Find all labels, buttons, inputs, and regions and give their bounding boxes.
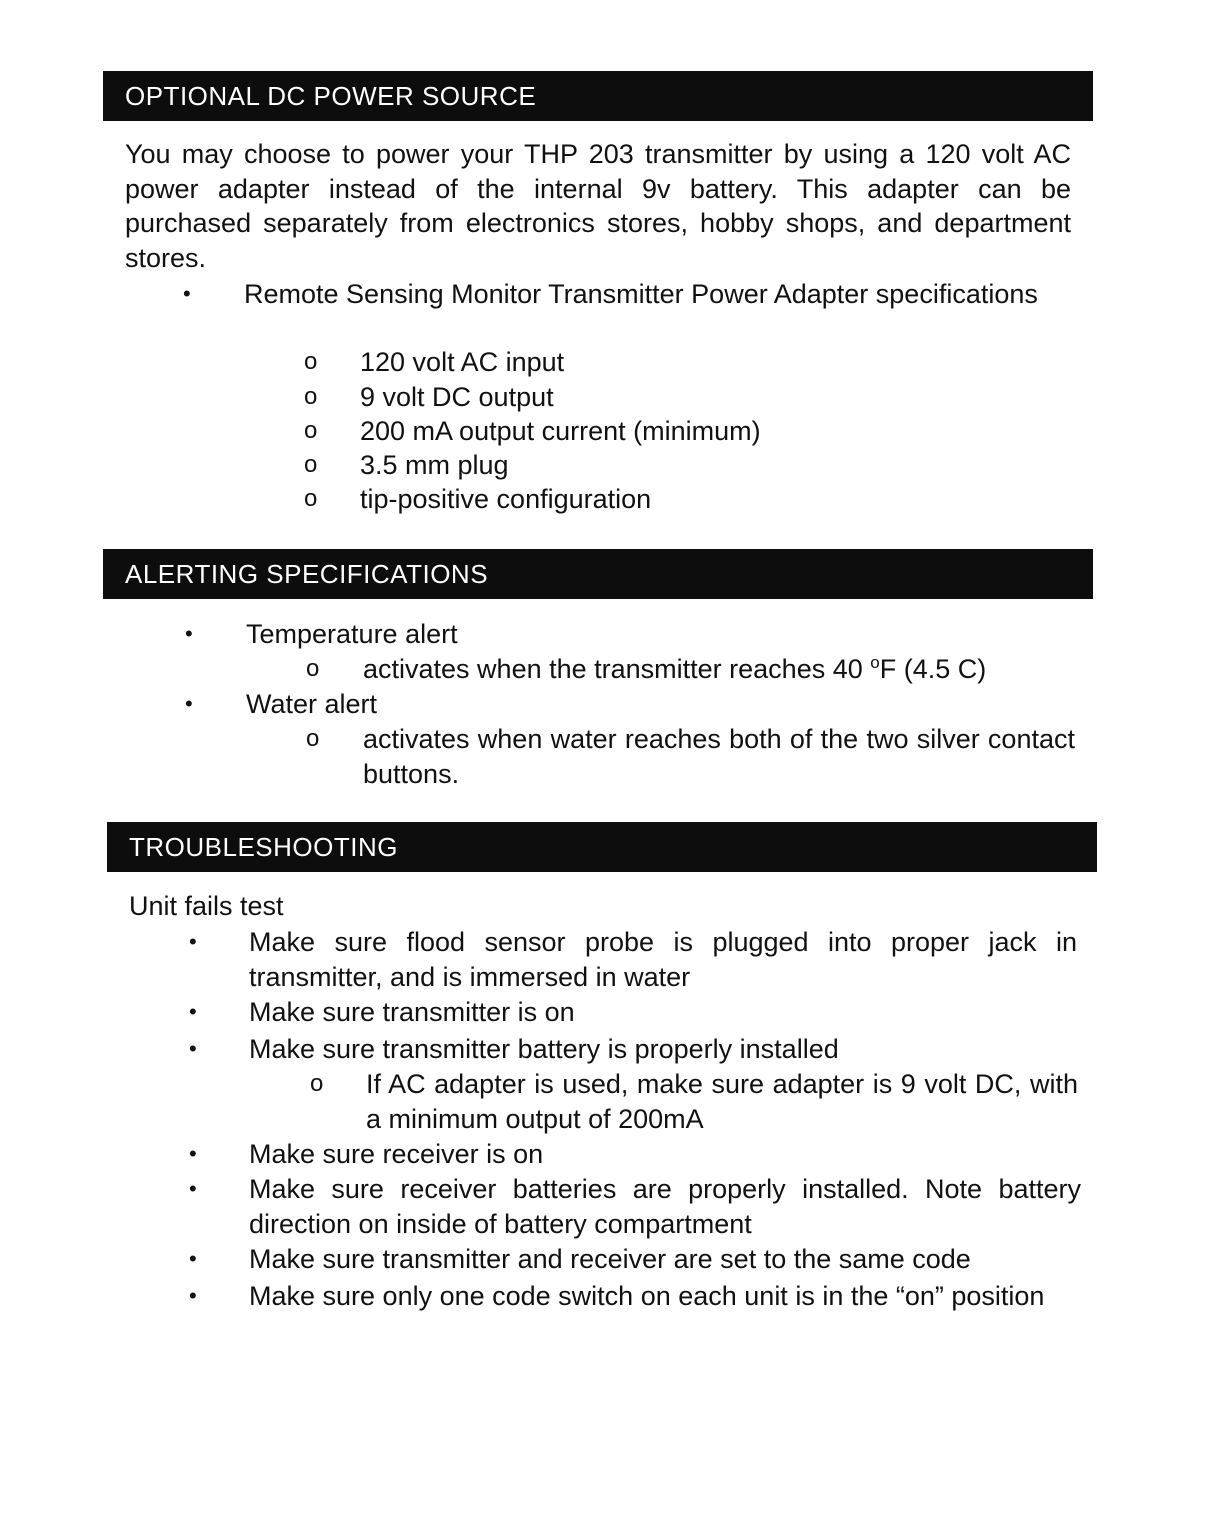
bullet-icon: • (189, 1036, 197, 1061)
spec-item: 3.5 mm plug (360, 450, 509, 480)
spec-item: tip-positive configuration (360, 484, 652, 514)
sub-bullet-icon: o (306, 655, 320, 682)
troubleshooting-sub-item: If AC adapter is used, make sure adapter is 9 volt DC, with a minimum output of 200mA (366, 1069, 1078, 1134)
bullet-icon: • (183, 281, 191, 306)
spec-item: 200 mA output current (minimum) (360, 416, 761, 446)
temperature-alert-label: Temperature alert (246, 619, 458, 649)
troubleshooting-item: Make sure transmitter is on (249, 997, 575, 1027)
sub-bullet-icon: o (304, 451, 318, 478)
bullet-icon: • (189, 1246, 197, 1271)
section-header-alerting: ALERTING SPECIFICATIONS (103, 549, 1093, 599)
troubleshooting-item: Make sure receiver is on (249, 1139, 544, 1169)
bullet-icon: • (189, 929, 197, 954)
degree-symbol: o (870, 653, 880, 672)
troubleshooting-item: Make sure flood sensor probe is plugged into proper jack in transmitter, and is immersed in water (249, 927, 1077, 992)
water-alert-detail: activates when water reaches both of the two silver contact buttons. (363, 724, 1075, 789)
bullet-icon: • (189, 1283, 197, 1308)
adapter-spec-bullet: Remote Sensing Monitor Transmitter Power Adapter specifications (244, 279, 1038, 309)
sub-bullet-icon: o (304, 383, 318, 410)
water-alert-label: Water alert (246, 689, 378, 719)
troubleshooting-subtitle: Unit fails test (129, 891, 284, 921)
section-header-dc-power: OPTIONAL DC POWER SOURCE (103, 71, 1093, 121)
sub-bullet-icon: o (306, 725, 320, 752)
troubleshooting-item: Make sure transmitter battery is properly installed (249, 1034, 839, 1064)
dc-power-intro: You may choose to power your THP 203 transmitter by using a 120 volt AC power adapter instead of the internal 9v battery. This adapter can be purchased separately from electronics stores, hobby shops, and department stores. (125, 139, 1071, 273)
sub-bullet-icon: o (304, 348, 318, 375)
bullet-icon: • (189, 999, 197, 1024)
bullet-icon: • (185, 691, 193, 716)
sub-bullet-icon: o (304, 485, 318, 512)
spec-item: 9 volt DC output (360, 382, 554, 412)
spec-item: 120 volt AC input (360, 347, 565, 377)
troubleshooting-item: Make sure only one code switch on each unit is in the “on” position (249, 1281, 1045, 1311)
bullet-icon: • (185, 621, 193, 646)
bullet-icon: • (189, 1141, 197, 1166)
section-header-troubleshooting: TROUBLESHOOTING (107, 822, 1097, 872)
bullet-icon: • (189, 1176, 197, 1201)
temperature-alert-detail: activates when the transmitter reaches 40 $^o$F (4.5 C) (363, 653, 987, 684)
troubleshooting-item: Make sure receiver batteries are properly installed. Note battery direction on inside of battery compartment (249, 1174, 1081, 1239)
sub-bullet-icon: o (310, 1070, 324, 1097)
sub-bullet-icon: o (304, 417, 318, 444)
troubleshooting-item: Make sure transmitter and receiver are set to the same code (249, 1244, 971, 1274)
